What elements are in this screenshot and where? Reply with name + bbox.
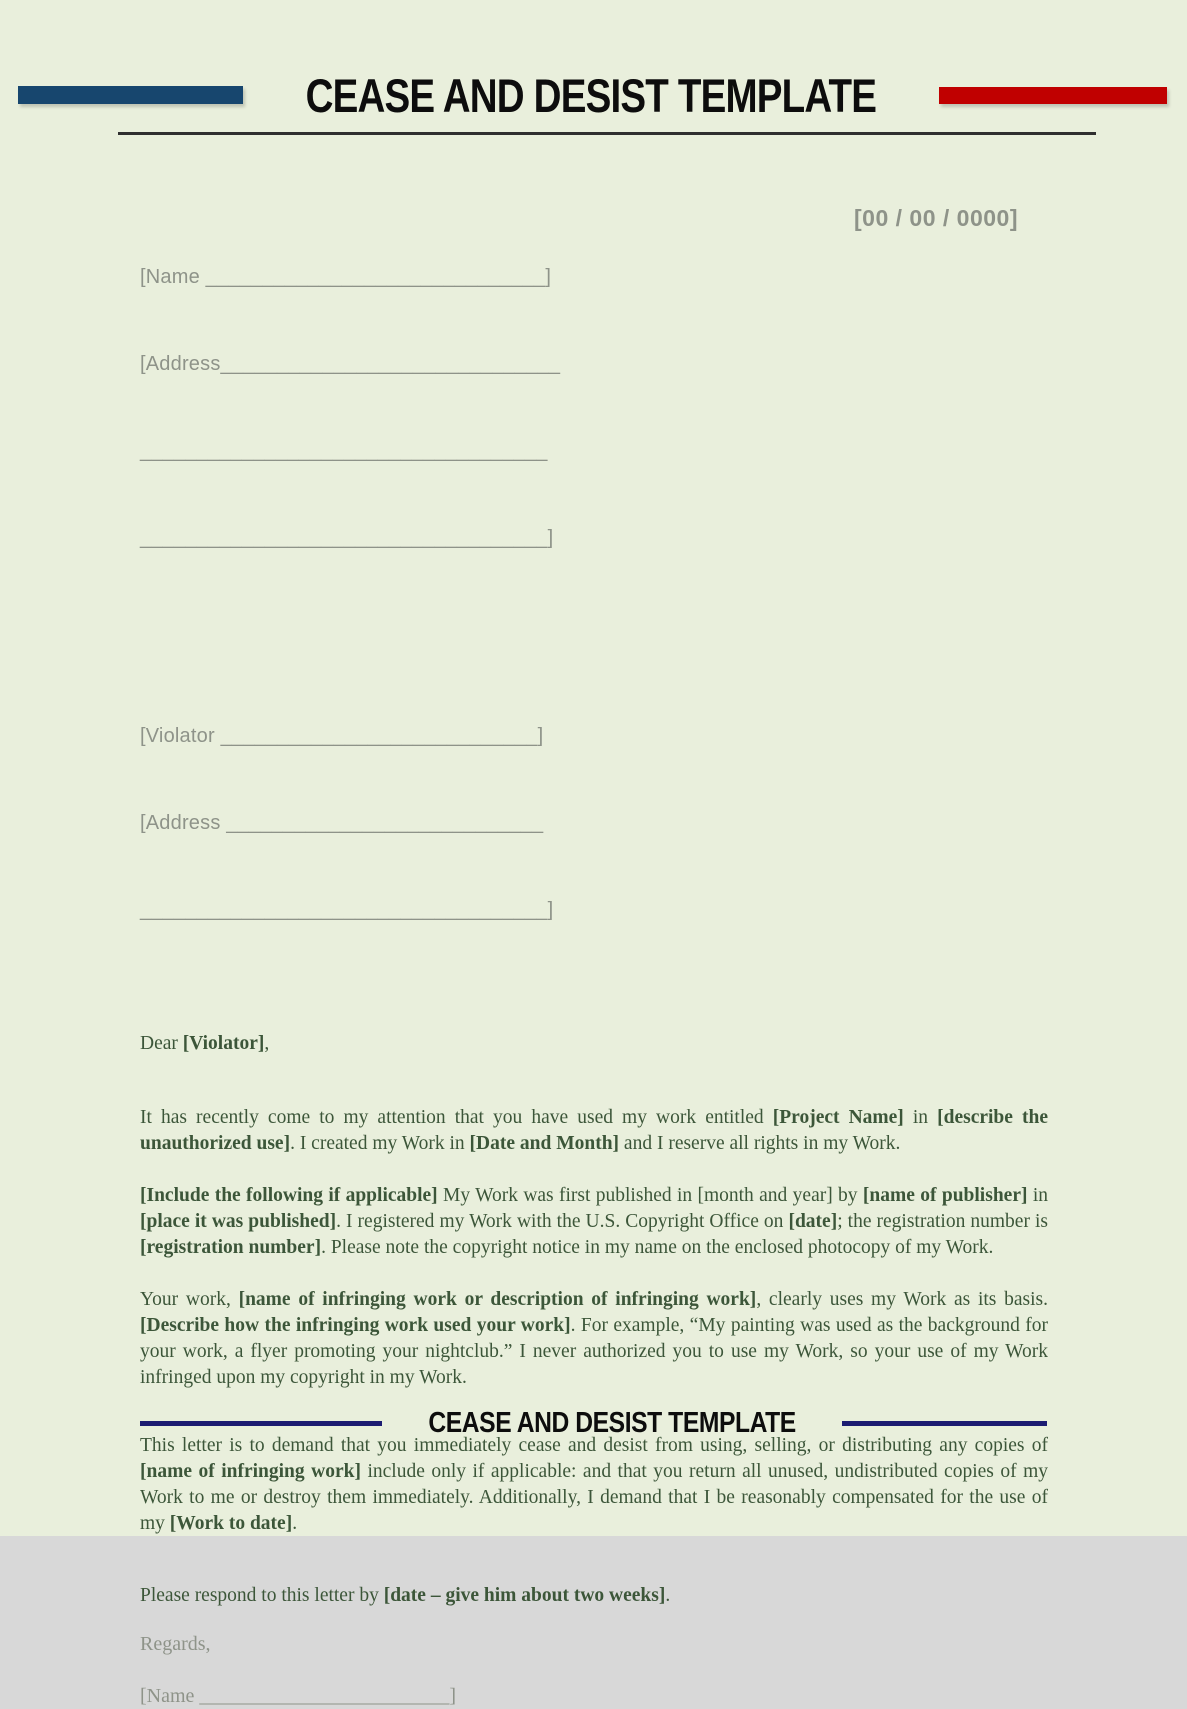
letter-body: [140, 205, 1048, 1709]
paragraph-unauthorized-use: It has recently come to my attention that you have used my work entitled [Project Name] in [describe the unauthorized use]. I created my Work in [Date and Month] and I reserve all rights in my Work.: [140, 1107, 1048, 1154]
paragraph-demand: This letter is to demand that you immediately cease and desist from using, selling, or distributing any copies of [name of infringing work] include only if applicable: and that you return all unused, undistributed copies of my Work to me or destroy them immediately. Additionally, I demand that I be reasonably compensated for the use of my [Work to date].: [140, 1435, 1049, 1534]
violator-address-line-1: [Address ____________________________: [140, 812, 544, 834]
violator-address-line-2: ____________________________________]: [140, 899, 554, 921]
paragraph-infringement-description: Your work, [name of infringing work or description of infringing work], clearly uses my Work as its basis. [Describe how the infringing work used your work]. For example, “My painting was used as the background for your work, a flyer promoting your nightclub.” I never authorized you to use my Work, so your use of my Work infringed upon my copyright in my Work.: [140, 1289, 1049, 1388]
signature-name-line: [Name _________________________]: [140, 1685, 457, 1707]
paragraph-publication-registration: [Include the following if applicable] My Work was first published in [month and year] by [name of publisher] in [place it was published]. I registered my Work with the U.S. Copyright Office on [date]; the registration number is [registration number]. Please note the copyright notice in my name on the enclosed photocopy of my Work.: [140, 1185, 1048, 1258]
sender-address-line-2: ____________________________________: [140, 440, 548, 462]
sender-address-line-1: [Address______________________________: [140, 353, 561, 375]
violator-address-block: [140, 664, 1048, 983]
violator-name-line: [Violator ____________________________]: [140, 725, 544, 747]
sender-address-line-3: ____________________________________]: [140, 527, 554, 549]
footer: [0, 1407, 1187, 1440]
page-title: CEASE AND DESIST TEMPLATE: [305, 68, 877, 122]
closing-regards: Regards,: [140, 1633, 211, 1655]
sender-address-block: [140, 205, 560, 611]
date-field: [00 / 00 / 0000]: [854, 205, 1018, 231]
header: [0, 68, 1187, 122]
footer-right-line: [842, 1421, 1047, 1426]
header-left-bar: [18, 86, 243, 104]
salutation: Dear [Violator],: [140, 1033, 270, 1054]
header-underline: [118, 132, 1096, 135]
sender-name-line: [Name ______________________________]: [140, 266, 552, 288]
address-date-row: [140, 205, 1048, 611]
paragraph-respond-by: Please respond to this letter by [date – give him about two weeks].: [140, 1585, 671, 1606]
footer-title: CEASE AND DESIST TEMPLATE: [428, 1407, 796, 1439]
header-right-bar: [939, 87, 1167, 104]
footer-left-line: [140, 1421, 382, 1426]
